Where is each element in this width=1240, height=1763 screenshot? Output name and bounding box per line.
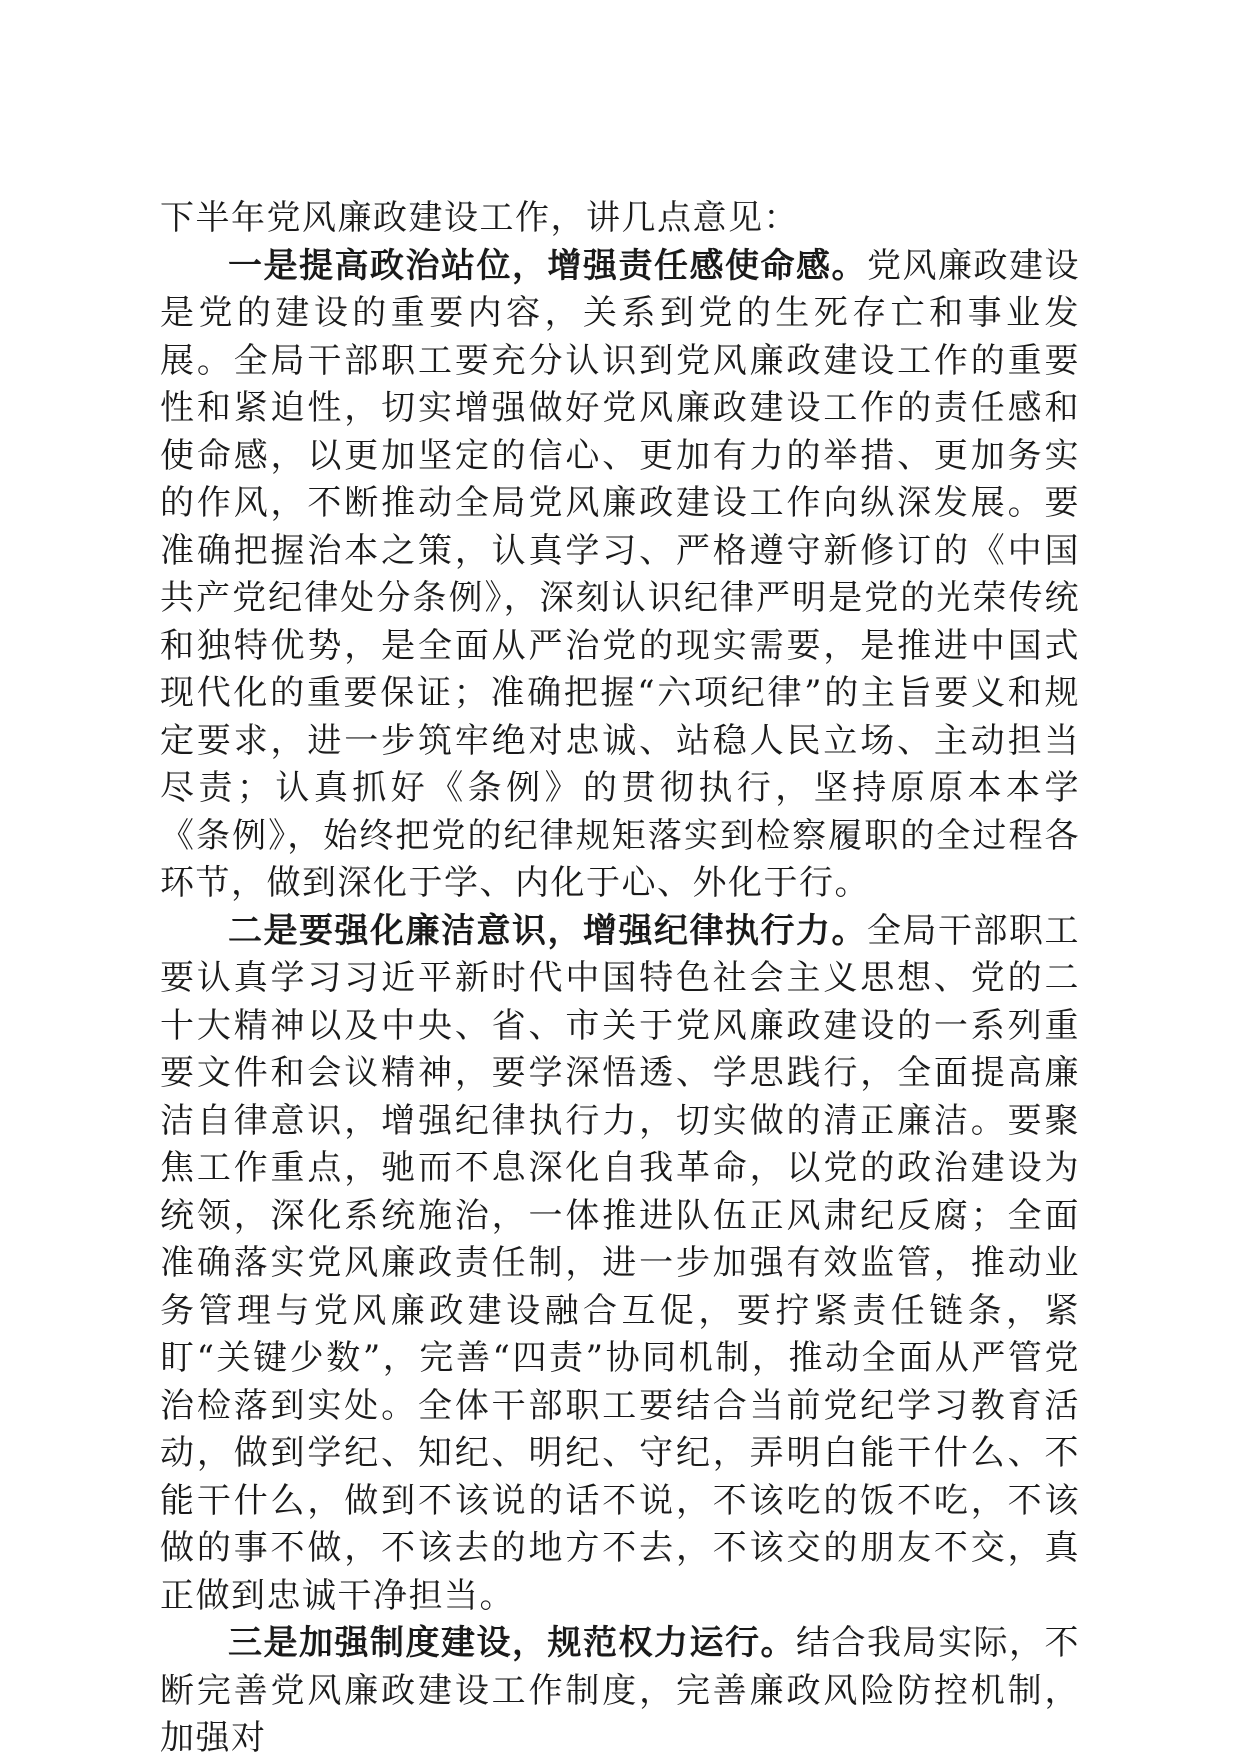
section-2-lead: 二是要强化廉洁意识，增强纪律执行力。	[228, 910, 867, 951]
section-3-body: 结合我局实际，不断完善党风廉政建设工作制度，完善廉政风险防控机制，加强对	[160, 1623, 1080, 1758]
section-1-paragraph	[160, 243, 1080, 908]
section-3-paragraph	[160, 1620, 1080, 1763]
section-3-lead: 三是加强制度建设，规范权力运行。	[228, 1623, 796, 1663]
document-body	[160, 195, 1080, 1763]
section-2-body: 全局干部职工要认真学习习近平新时代中国特色社会主义思想、党的二十大精神以及中央、省、市关于党风廉政建设的一系列重要文件和会议精神，要学深悟透、学思践行，全面提高廉洁自律意识，增强纪律执行力，切实做的清正廉洁。要聚焦工作重点，驰而不息深化自我革命，以党的政治建设为统领，深化系统施治，一体推进队伍正风肃纪反腐；全面准确落实党风廉政责任制，进一步加强有效监管，推动业务管理与党风廉政建设融合互促，要拧紧责任链条，紧盯“关键少数”，完善“四责”协同机制，推动全面从严管党治检落到实处。全体干部职工要结合当前党纪学习教育活动，做到学纪、知纪、明纪、守纪，弄明白能干什么、不能干什么，做到不该说的话不说，不该吃的饭不吃，不该做的事不做，不该去的地方不去，不该交的朋友不交，真正做到忠诚干净担当。	[160, 910, 1080, 1616]
intro-paragraph: 下半年党风廉政建设工作，讲几点意见：	[160, 198, 799, 238]
section-1-lead: 一是提高政治站位，增强责任感使命感。	[228, 245, 867, 286]
section-1-body: 党风廉政建设是党的建设的重要内容，关系到党的生死存亡和事业发展。全局干部职工要充分认识到党风廉政建设工作的重要性和紧迫性，切实增强做好党风廉政建设工作的责任感和使命感，以更加坚定的信心、更加有力的举措、更加务实的作风，不断推动全局党风廉政建设工作向纵深发展。要准确把握治本之策，认真学习、严格遵守新修订的《中国共产党纪律处分条例》，深刻认识纪律严明是党的光荣传统和独特优势，是全面从严治党的现实需要，是推进中国式现代化的重要保证；准确把握“六项纪律”的主旨要义和规定要求，进一步筑牢绝对忠诚、站稳人民立场、主动担当尽责；认真抓好《条例》的贯彻执行，坚持原原本本学《条例》，始终把党的纪律规矩落实到检察履职的全过程各环节，做到深化于学、内化于心、外化于行。	[160, 245, 1080, 903]
section-2-paragraph	[160, 908, 1080, 1621]
